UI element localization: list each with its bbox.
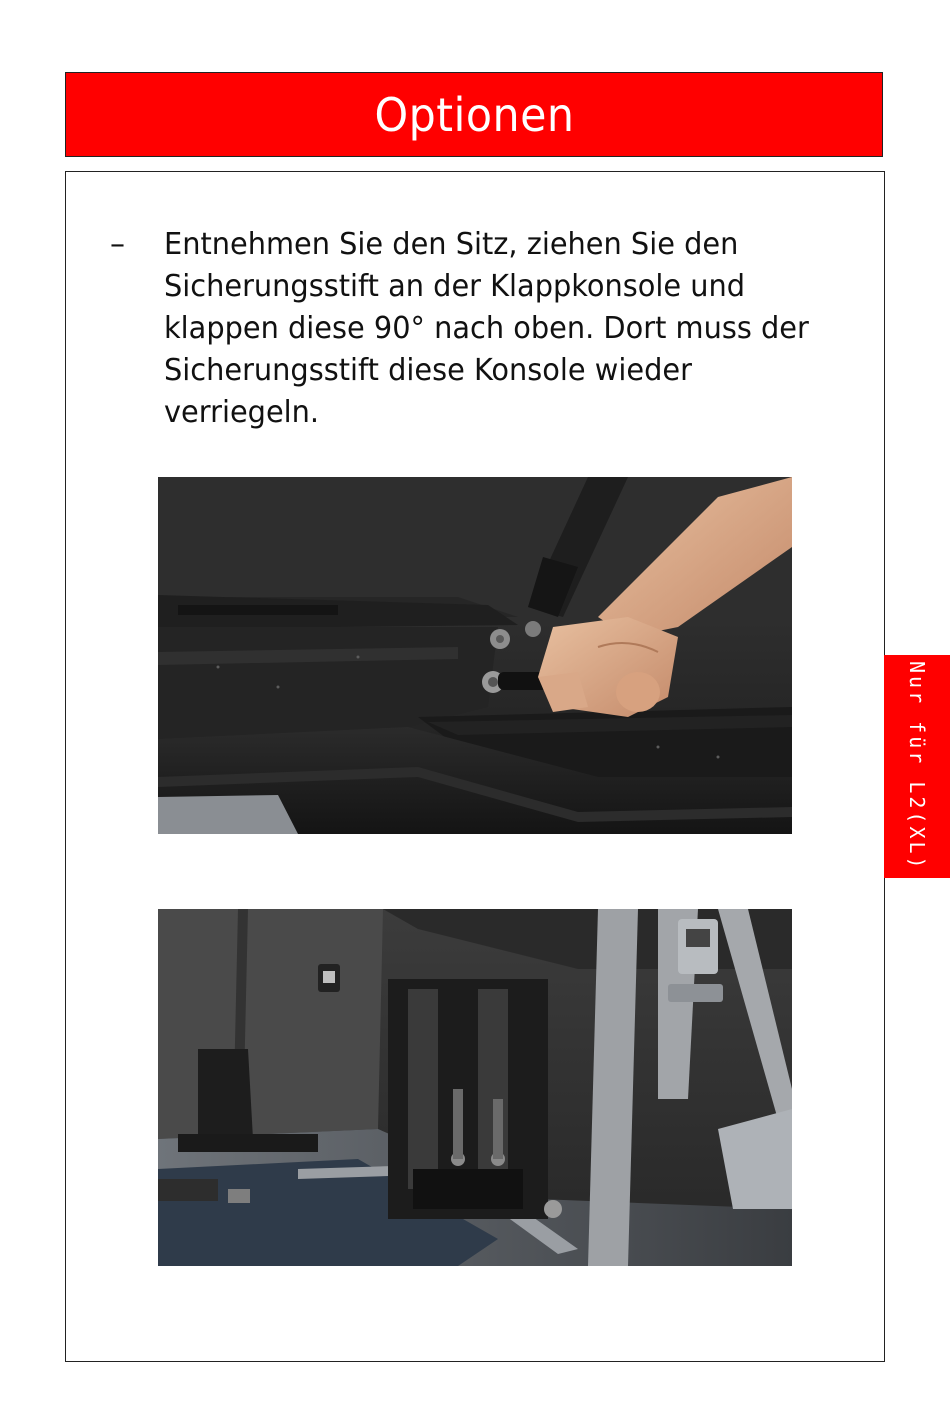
instruction-text: Entnehmen Sie den Sitz, ziehen Sie den Sicherungsstift an der Klappkonsole und klappen diese 90° nach oben. Dort muss der Sicherungsstift diese Konsole wieder verriegeln. — [164, 227, 809, 430]
header-banner — [65, 72, 883, 157]
page-title: Optionen — [374, 87, 574, 142]
photo-console-folded-up — [158, 909, 792, 1266]
bullet-dash: – — [110, 227, 125, 262]
side-tab-model-note — [884, 655, 950, 878]
content-frame — [65, 171, 885, 1362]
photo-pull-locking-pin — [158, 477, 792, 834]
side-tab-label: Nur für L2(XL) — [905, 661, 929, 872]
